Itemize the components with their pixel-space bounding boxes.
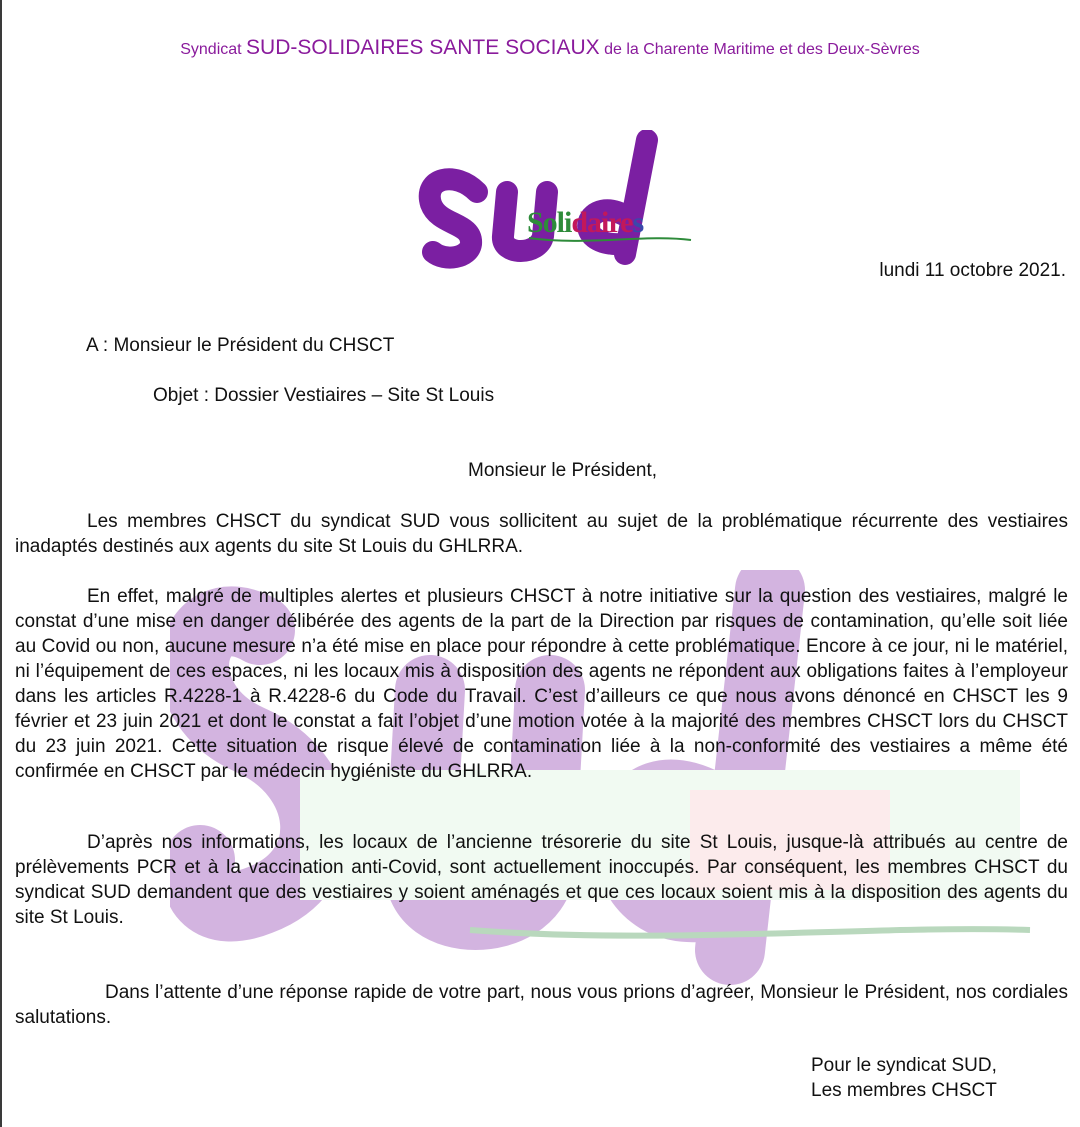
- subject-line: Objet : Dossier Vestiaires – Site St Louis: [153, 385, 495, 406]
- page-edge-rule: [0, 0, 2, 1127]
- signature-block: [811, 1053, 997, 1103]
- letterhead-suffix: de la Charente Maritime et des Deux-Sèvres: [604, 41, 920, 58]
- sud-solidaires-logo: [415, 130, 705, 270]
- letter-date: lundi 11 octobre 2021.: [879, 260, 1066, 281]
- letterhead: [0, 36, 1080, 60]
- body-paragraph-1: Les membres CHSCT du syndicat SUD vous sollicitent au sujet de la problématique récurrente des vestiaires inadaptés destinés aux agents du site St Louis du GHLRRA.: [15, 511, 1068, 557]
- addressee: A : Monsieur le Président du CHSCT: [86, 335, 395, 356]
- signature-line-1: Pour le syndicat SUD,: [811, 1055, 997, 1076]
- letterhead-org-name: SUD-SOLIDAIRES SANTE SOCIAUX: [246, 36, 600, 59]
- letterhead-prefix: Syndicat: [180, 41, 242, 58]
- svg-text:Solidaires: Solidaires: [527, 206, 644, 239]
- body-paragraph-2: En effet, malgré de multiples alertes et plusieurs CHSCT à notre initiative sur la question des vestiaires, malgré le constat d’une mise en danger délibérée des agents de la part de la Direction par risques de contamination, qu’elle soit liée au Covid ou non, aucune mesure n’a été mise en place pour répondre à cette problématique. Encore à ce jour, ni le matériel, ni l’équipement de ces espaces, ni les locaux mis à disposition des agents ne répondent aux obligations faites à l’employeur dans les articles R.4228-1 à R.4228-6 du Code du Travail. C’est d’ailleurs ce que nous avons dénoncé en CHSCT les 9 février et 23 juin 2021 et dont le constat a fait l’objet d’une motion votée à la majorité des membres CHSCT lors du CHSCT du 23 juin 2021. Cette situation de risque élevé de contamination liée à la non-conformité des vestiaires a même été confirmée en CHSCT par le médecin hygiéniste du GHLRRA.: [15, 586, 1068, 782]
- salutation: Monsieur le Président,: [468, 460, 658, 481]
- body-paragraph-3: D’après nos informations, les locaux de l’ancienne trésorerie du site St Louis, jusque-là attribués au centre de prélèvements PCR et à la vaccination anti-Covid, sont actuellement inoccupés. Par conséquent, les membres CHSCT du syndicat SUD demandent que des vestiaires y soient aménagés et que ces locaux soient mis à la disposition des agents du site St Louis.: [15, 832, 1068, 928]
- signature-line-2: Les membres CHSCT: [811, 1080, 997, 1101]
- closing-paragraph: Dans l’attente d’une réponse rapide de votre part, nous vous prions d’agréer, Monsieur le Président, nos cordiales salutations.: [15, 982, 1068, 1028]
